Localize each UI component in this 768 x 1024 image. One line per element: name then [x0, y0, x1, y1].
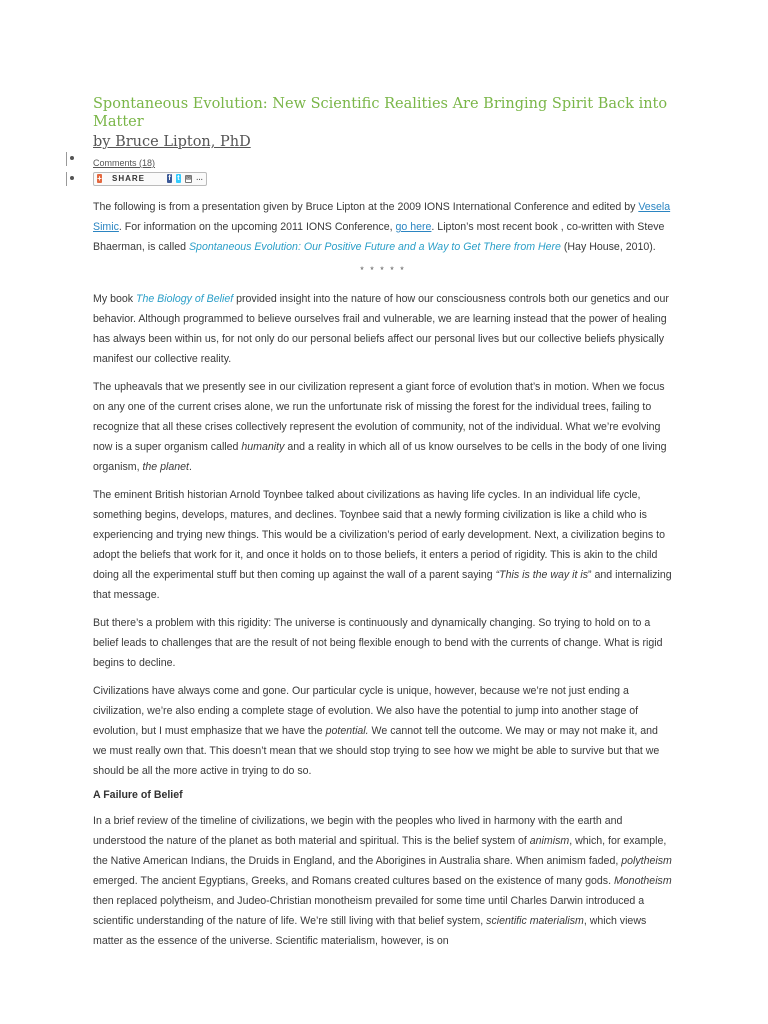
section-separator: * * * * *: [360, 265, 406, 275]
twitter-icon[interactable]: t: [177, 175, 180, 182]
share-label: SHARE: [111, 174, 145, 183]
email-icon[interactable]: ✉: [185, 175, 191, 182]
paragraph-3: The eminent British historian Arnold Toynbee talked about civilizations as having life cycles. In an individual life cycle, something begins, develops, matures, and declines. Toynbee said that a newly forming civilization is like a child who is experiencing and trying new things. This would be a civilization’s period of early development. Next, a civilization begins to adopt the beliefs that work for it, and once it holds on to those beliefs, it enters a period of rigidity. This is akin to the child doing all the experimental stuff but then coming up against the wall of a parent saying “This is the way it is” and internalizing that message.: [93, 489, 672, 601]
editor-link[interactable]: Vesela Simic: [93, 201, 671, 233]
section-heading: A Failure of Belief: [93, 789, 183, 801]
paragraph-4: But there’s a problem with this rigidity: The universe is continuously and dynamically changing. So trying to hold on to a belief leads to challenges that are the result of not being flexible enough to bend with the currents of change. What is rigid begins to decline.: [93, 617, 663, 669]
article: [93, 95, 673, 959]
biology-of-belief-link[interactable]: The Biology of Belief: [135, 293, 234, 305]
intro-paragraph: The following is from a presentation given by Bruce Lipton at the 2009 IONS International Conference and edited by Vesela Simic. For information on the upcoming 2011 IONS Conference, go here. Lipton’s most recent book , co-written with Steve Bhaerman, is called Spontaneous Evolution: Our Positive Future and a Way to Get There from Here (Hay House, 2010).: [93, 201, 671, 253]
paragraph-5: Civilizations have always come and gone. Our particular cycle is unique, however, because we’re not just ending a civilization, we’re also ending a complete stage of evolution. We also have the potential to jump into another stage of evolution, but I must emphasize that we have the potential. We cannot tell the outcome. We may or may not make it, and we must really own that. This doesn’t mean that we should stop trying to see how we might be able to survive but that we should be all the more active in trying to do so.: [93, 685, 660, 777]
article-byline[interactable]: by Bruce Lipton, PhD: [93, 134, 251, 150]
conference-link[interactable]: go here: [395, 221, 432, 233]
paragraph-1: My book The Biology of Belief provided insight into the nature of how our consciousness controls both our genetics and our behavior. Although programmed to believe ourselves frail and vulnerable, we are learning instead that the power of healing has always been within us, for not only do our personal beliefs affect our personal lives but our collective beliefs physically manifest our collective reality.: [93, 293, 669, 365]
paragraph-6: In a brief review of the timeline of civilizations, we begin with the peoples who lived in harmony with the earth and understood the nature of the planet as both material and spiritual. This is the belief system of animism, which, for example, the Native American Indians, the Druids in England, and the Aborigines in Australia share. When animism faded, polytheism emerged. The ancient Egyptians, Greeks, and Romans created cultures based on the existence of many gods. Monotheism then replaced polytheism, and Judeo-Christian monotheism prevailed for some time until Charles Darwin introduced a scientific understanding of the nature of life. We’re still living with that belief system, scientific materialism, which views matter as the essence of the universe. Scientific materialism, however, is on: [93, 815, 672, 947]
article-title: Spontaneous Evolution: New Scientific Realities Are Bringing Spirit Back into Matter: [93, 96, 668, 130]
more-icon[interactable]: …: [196, 175, 203, 182]
share-plus-icon: +: [97, 174, 102, 183]
paragraph-2: The upheavals that we presently see in our civilization represent a giant force of evolution that’s in motion. When we focus on any one of the current crises alone, we run the unfortunate risk of missing the forest for the individual trees, failing to recognize that all these crises collectively represent the evolution of community, not of the individual. What we’re evolving now is a super organism called humanity and a reality in which all of us know ourselves to be cells in the body of one living organism, the planet.: [93, 381, 667, 473]
share-button[interactable]: [93, 172, 207, 186]
facebook-icon[interactable]: f: [168, 175, 171, 182]
comments-link[interactable]: Comments (18): [93, 158, 156, 168]
book-title-link[interactable]: Spontaneous Evolution: Our Positive Future and a Way to Get There from Here: [188, 241, 561, 253]
